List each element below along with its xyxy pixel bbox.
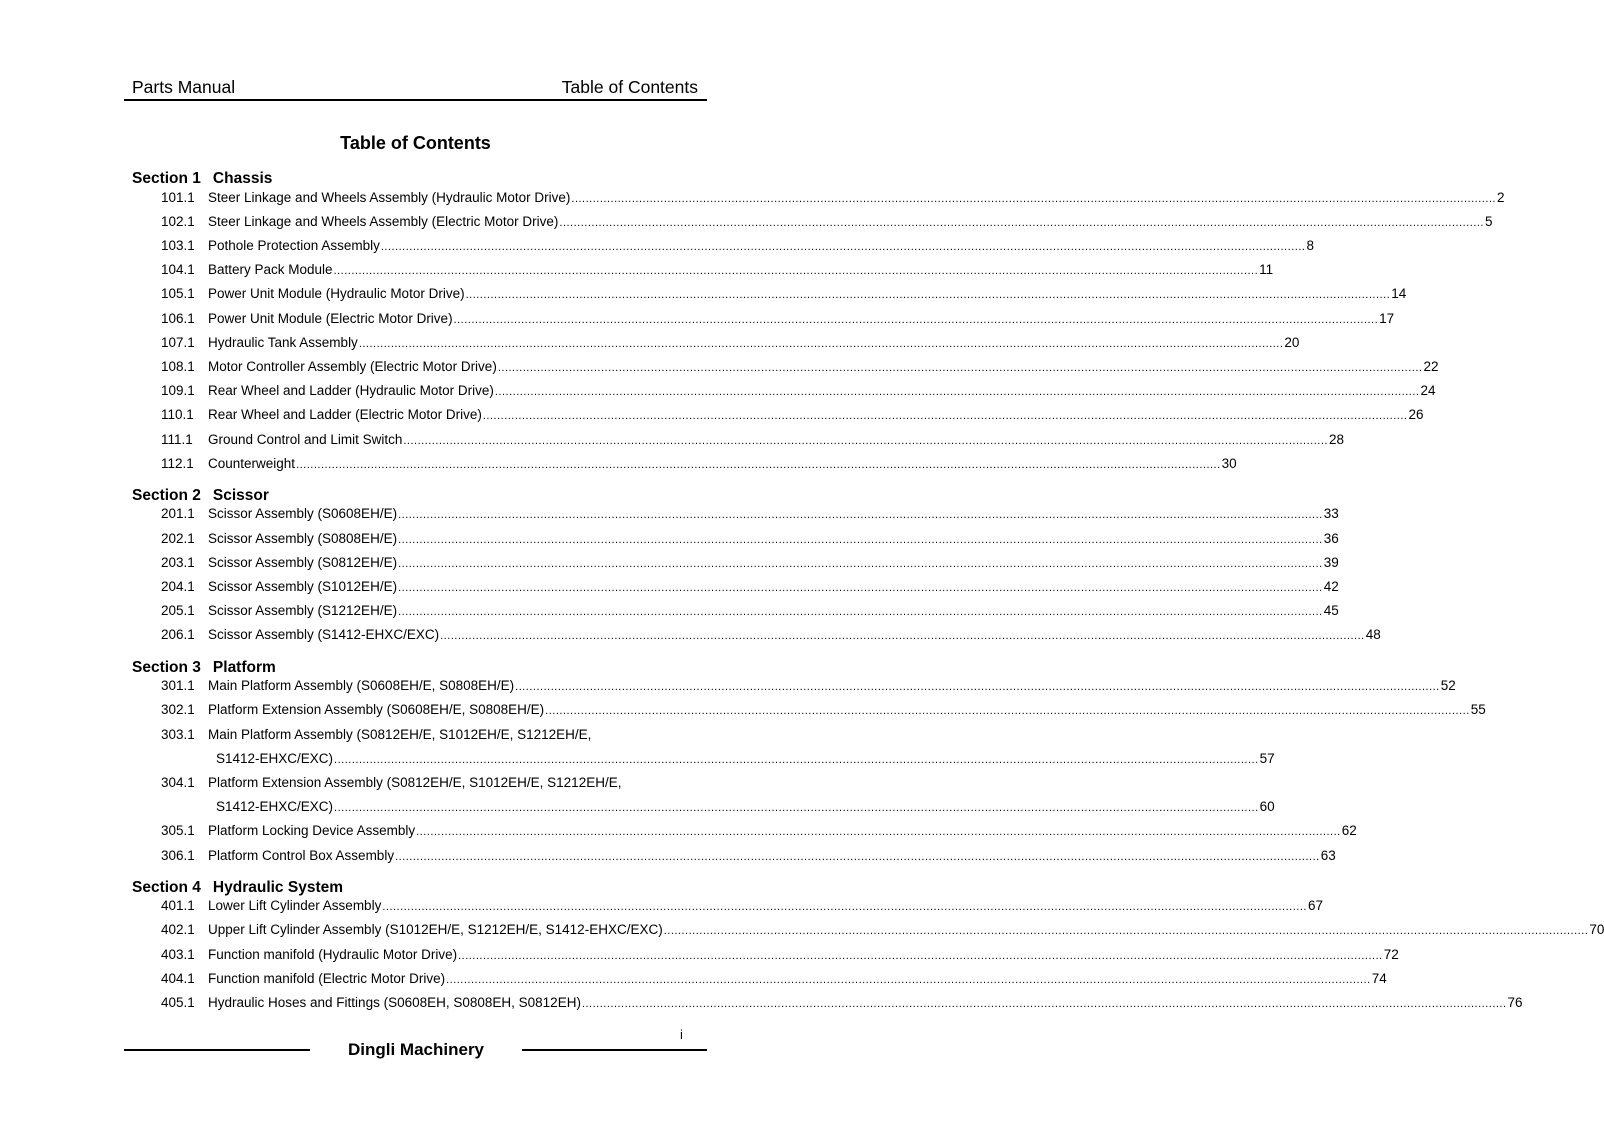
section-label: Section 1: [132, 170, 201, 187]
dot-leader: ....................................................................................................................................................................................................................................................................: [334, 753, 1259, 766]
toc-entry-page: 62: [1341, 823, 1357, 839]
toc-entry-number: 110.1: [161, 407, 194, 423]
toc-entry[interactable]: [161, 189, 1505, 207]
toc-entry-title: Hydraulic Hoses and Fittings (S0608EH, S0808EH, S0812EH): [208, 995, 581, 1010]
toc-entry-number: 104.1: [161, 262, 195, 278]
toc-entry-page: 48: [1365, 627, 1381, 643]
toc-entry-number: 302.1: [161, 702, 195, 718]
toc-entry-number: 103.1: [161, 237, 195, 253]
page-title: Table of Contents: [340, 133, 491, 153]
header-document-name: Parts Manual: [132, 77, 236, 97]
section-name: Hydraulic System: [212, 878, 344, 896]
toc-entry[interactable]: [161, 213, 1493, 231]
toc-entry-page: 36: [1323, 530, 1339, 546]
toc-entry-title: Scissor Assembly (S0608EH/E): [208, 506, 398, 522]
dot-leader: ....................................................................................................................................................................................................................................................................: [494, 386, 1420, 399]
toc-entry-title-continued: S1412-EHXC/EXC): [216, 799, 334, 815]
toc-entry-title: Steer Linkage and Wheels Assembly (Hydraulic Motor Drive): [208, 189, 571, 205]
toc-entry-title: Platform Extension Assembly (S0608EH/E, S0808EH/E): [208, 702, 545, 718]
toc-entry-number: 107.1: [161, 334, 195, 350]
footer-divider-right: [522, 1049, 707, 1051]
toc-entry[interactable]: [161, 505, 1339, 523]
toc-entry-title: Scissor Assembly (S0812EH/E): [208, 554, 398, 570]
toc-entry-page: 2: [1497, 189, 1505, 205]
toc-entry[interactable]: [161, 358, 1439, 376]
section-label: Section 2: [132, 486, 201, 504]
toc-entry-page: 39: [1323, 554, 1339, 570]
toc-entry-number: 202.1: [161, 530, 195, 546]
footer-divider-left: [124, 1049, 310, 1051]
toc-entry-number: 301.1: [161, 678, 195, 694]
section-name: Platform: [212, 658, 276, 676]
toc-entry-number: 102.1: [161, 213, 195, 229]
dot-leader: ....................................................................................................................................................................................................................................................................: [663, 925, 1589, 938]
toc-entry[interactable]: [161, 530, 1339, 548]
toc-entry[interactable]: [161, 822, 1357, 840]
toc-entry[interactable]: [161, 455, 1237, 473]
dot-leader: ....................................................................................................................................................................................................................................................................: [334, 802, 1259, 815]
toc-entry[interactable]: [161, 847, 1336, 865]
toc-entry-number: 405.1: [161, 995, 195, 1010]
toc-entry[interactable]: [161, 310, 1395, 328]
section-heading: [132, 170, 272, 188]
dot-leader: ....................................................................................................................................................................................................................................................................: [398, 533, 1323, 546]
toc-entry-page: 22: [1423, 358, 1439, 374]
dot-leader: ....................................................................................................................................................................................................................................................................: [440, 630, 1365, 643]
toc-entry[interactable]: [161, 334, 1300, 352]
toc-entry-page: 57: [1259, 750, 1275, 766]
toc-entry-page: 60: [1259, 799, 1275, 815]
dot-leader: ....................................................................................................................................................................................................................................................................: [571, 192, 1496, 205]
toc-entry-title: Function manifold (Electric Motor Drive): [208, 970, 446, 986]
toc-entry-title: Pothole Protection Assembly: [208, 237, 380, 253]
toc-entry-page: 42: [1323, 579, 1339, 594]
toc-entry-page: 70: [1589, 922, 1604, 938]
toc-entry-number: 402.1: [161, 922, 195, 938]
dot-leader: ....................................................................................................................................................................................................................................................................: [398, 606, 1323, 619]
toc-entry-number: 401.1: [161, 898, 195, 914]
dot-leader: ....................................................................................................................................................................................................................................................................: [453, 313, 1379, 326]
toc-entry-page: 26: [1408, 407, 1424, 423]
dot-leader: ....................................................................................................................................................................................................................................................................: [398, 582, 1323, 594]
toc-entry[interactable]: [161, 677, 1456, 695]
toc-entry-number: 306.1: [161, 847, 195, 863]
section-name: Scissor: [212, 486, 269, 504]
dot-leader: ....................................................................................................................................................................................................................................................................: [559, 216, 1484, 229]
toc-entry-title: Main Platform Assembly (S0812EH/E, S1012EH/E, S1212EH/E,: [208, 726, 592, 742]
dot-leader: ....................................................................................................................................................................................................................................................................: [398, 509, 1323, 522]
page-number: i: [680, 1027, 683, 1042]
toc-entry[interactable]: [161, 261, 1274, 279]
toc-entry-page: 17: [1379, 310, 1395, 326]
toc-entry-title: Battery Pack Module: [208, 262, 333, 278]
toc-entry[interactable]: [161, 578, 1339, 596]
toc-entry-number: 111.1: [161, 431, 193, 447]
toc-entry[interactable]: [161, 774, 697, 792]
toc-entry[interactable]: [161, 626, 1381, 644]
toc-entry-title: Lower Lift Cylinder Assembly: [208, 898, 382, 914]
toc-entry[interactable]: [161, 897, 1323, 915]
header-section-name: Table of Contents: [561, 77, 698, 97]
dot-leader: ....................................................................................................................................................................................................................................................................: [465, 289, 1391, 302]
dot-leader: ....................................................................................................................................................................................................................................................................: [545, 705, 1470, 718]
dot-leader: ....................................................................................................................................................................................................................................................................: [333, 265, 1259, 278]
toc-entry-number: 206.1: [161, 627, 195, 643]
toc-entry[interactable]: [161, 431, 1344, 449]
toc-entry[interactable]: [161, 382, 1436, 400]
toc-entry-number: 201.1: [161, 506, 195, 522]
toc-entry-title-continued: S1412-EHXC/EXC): [216, 750, 334, 766]
toc-entry-title: Scissor Assembly (S1212EH/E): [208, 603, 398, 619]
toc-entry[interactable]: [161, 970, 1387, 988]
toc-entry[interactable]: [161, 406, 1424, 424]
toc-entry-number: 403.1: [161, 946, 195, 962]
toc-entry[interactable]: [161, 237, 1314, 255]
toc-entry-page: 67: [1307, 898, 1323, 914]
toc-entry-page: 8: [1306, 237, 1314, 253]
toc-entry-number: 105.1: [161, 286, 195, 302]
dot-leader: ....................................................................................................................................................................................................................................................................: [581, 998, 1507, 1010]
toc-entry-title: Scissor Assembly (S1012EH/E): [208, 579, 398, 594]
toc-entry-title: Main Platform Assembly (S0608EH/E, S0808EH/E): [208, 678, 515, 694]
toc-entry[interactable]: [161, 554, 1339, 572]
dot-leader: ....................................................................................................................................................................................................................................................................: [382, 901, 1307, 914]
toc-entry-title: Scissor Assembly (S0808EH/E): [208, 530, 398, 546]
toc-entry-page: 20: [1284, 334, 1300, 350]
toc-entry[interactable]: [161, 921, 1604, 939]
toc-entry-title: Counterweight: [208, 455, 296, 471]
toc-entry-page: 45: [1323, 603, 1339, 619]
toc-entry-page: 76: [1507, 995, 1523, 1010]
toc-entry-page: 52: [1440, 678, 1456, 694]
toc-entry[interactable]: [161, 946, 1399, 964]
toc-entry-title: Rear Wheel and Ladder (Electric Motor Drive): [208, 407, 482, 423]
footer-company-name: Dingli Machinery: [347, 1040, 485, 1059]
dot-leader: ....................................................................................................................................................................................................................................................................: [403, 434, 1328, 447]
toc-entry-title: Power Unit Module (Electric Motor Drive): [208, 310, 453, 326]
toc-entry-continuation[interactable]: [161, 798, 1275, 816]
toc-entry-title: Power Unit Module (Hydraulic Motor Drive): [208, 286, 465, 302]
toc-entry-title: Upper Lift Cylinder Assembly (S1012EH/E, S1212EH/E, S1412-EHXC/EXC): [208, 922, 663, 938]
dot-leader: ....................................................................................................................................................................................................................................................................: [416, 826, 1341, 839]
toc-entry-page: 63: [1320, 847, 1336, 863]
toc-entry-page: 30: [1221, 455, 1237, 471]
toc-entry-number: 106.1: [161, 310, 195, 326]
toc-entry-title: Function manifold (Hydraulic Motor Drive): [208, 946, 458, 962]
section-label: Section 4: [132, 878, 201, 896]
toc-entry-title: Rear Wheel and Ladder (Hydraulic Motor Drive): [208, 383, 494, 399]
toc-entry-title: Steer Linkage and Wheels Assembly (Electric Motor Drive): [208, 213, 559, 229]
toc-entry-number: 112.1: [161, 455, 194, 471]
section-heading: [132, 487, 269, 505]
toc-entry-title: Hydraulic Tank Assembly: [208, 334, 358, 350]
toc-entry-number: 204.1: [161, 579, 195, 594]
dot-leader: ....................................................................................................................................................................................................................................................................: [458, 949, 1383, 962]
toc-entry-number: 305.1: [161, 823, 195, 839]
section-label: Section 3: [132, 658, 201, 676]
section-heading: [132, 879, 343, 897]
toc-entry-number: 109.1: [161, 383, 195, 399]
toc-entry-number: 404.1: [161, 970, 195, 986]
toc-entry-title: Motor Controller Assembly (Electric Motor Drive): [208, 358, 497, 374]
toc-entry-number: 304.1: [161, 774, 195, 790]
toc-entry[interactable]: [161, 726, 697, 744]
section-heading: [132, 659, 276, 677]
toc-entry-number: 203.1: [161, 554, 195, 570]
toc-entry-page: 5: [1485, 213, 1493, 229]
dot-leader: ....................................................................................................................................................................................................................................................................: [446, 973, 1371, 986]
toc-entry-page: 11: [1259, 262, 1274, 278]
toc-entry-page: 33: [1323, 506, 1339, 522]
dot-leader: ....................................................................................................................................................................................................................................................................: [395, 850, 1320, 863]
toc-entry[interactable]: [161, 701, 1486, 719]
toc-entry-title: Platform Locking Device Assembly: [208, 823, 416, 839]
toc-entry[interactable]: [161, 602, 1339, 620]
toc-entry-continuation[interactable]: [161, 750, 1275, 768]
section-name: Chassis: [212, 170, 273, 187]
dot-leader: ....................................................................................................................................................................................................................................................................: [380, 240, 1306, 253]
toc-entry-page: 24: [1420, 383, 1436, 399]
toc-entry-number: 101.1: [161, 189, 195, 205]
toc-entry-page: 74: [1371, 970, 1387, 986]
toc-entry-number: 303.1: [161, 726, 195, 742]
toc-entry-page: 55: [1470, 702, 1486, 718]
dot-leader: ....................................................................................................................................................................................................................................................................: [482, 410, 1408, 423]
toc-entry-number: 108.1: [161, 358, 195, 374]
dot-leader: ....................................................................................................................................................................................................................................................................: [358, 337, 1284, 350]
dot-leader: ....................................................................................................................................................................................................................................................................: [398, 557, 1323, 570]
toc-entry-number: 205.1: [161, 603, 195, 619]
dot-leader: ....................................................................................................................................................................................................................................................................: [497, 361, 1423, 374]
dot-leader: ....................................................................................................................................................................................................................................................................: [296, 458, 1221, 471]
toc-entry-title: Scissor Assembly (S1412-EHXC/EXC): [208, 627, 440, 643]
toc-entry-page: 28: [1328, 431, 1344, 447]
toc-entry[interactable]: [161, 285, 1407, 303]
toc-entry-page: 72: [1383, 946, 1399, 962]
toc-entry-title: Platform Extension Assembly (S0812EH/E, S1012EH/E, S1212EH/E,: [208, 774, 622, 790]
toc-entry-page: 14: [1391, 286, 1407, 302]
dot-leader: ....................................................................................................................................................................................................................................................................: [515, 681, 1440, 694]
toc-entry-title: Ground Control and Limit Switch: [208, 431, 403, 447]
toc-entry[interactable]: [161, 994, 1523, 1012]
toc-entry-title: Platform Control Box Assembly: [208, 847, 395, 863]
